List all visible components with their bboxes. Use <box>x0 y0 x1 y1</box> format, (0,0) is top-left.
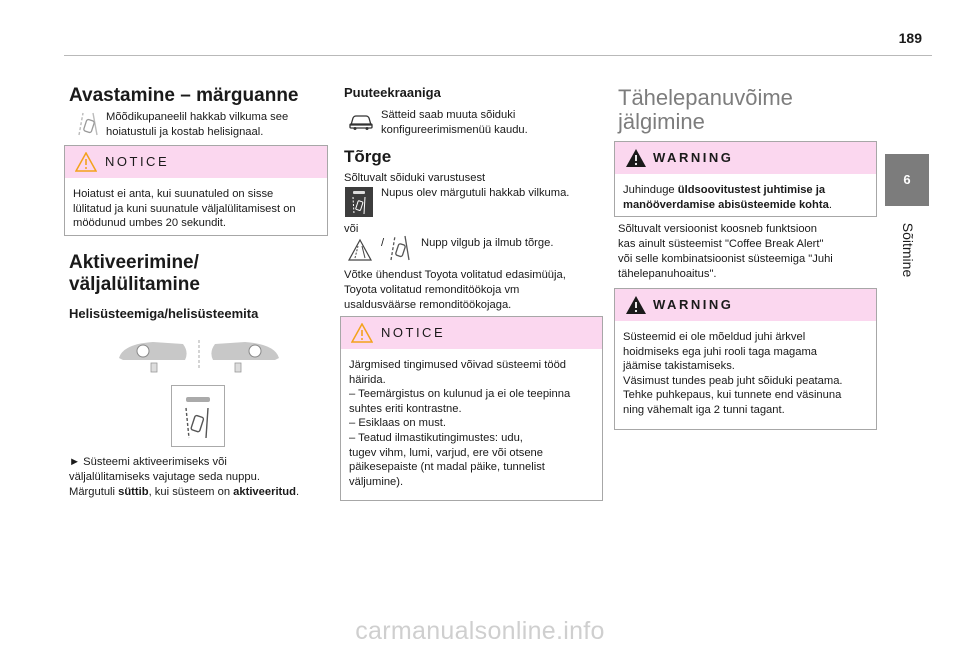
notice-label: NOTICE <box>105 154 170 169</box>
instruction-line-2: väljalülitamiseks vajutage seda nuppu. <box>69 471 260 483</box>
instruction-text: . <box>295 486 300 498</box>
notice-box-1 <box>64 145 328 236</box>
fault-line-3: Nupp vilgub ja ilmub tõrge. <box>421 237 554 249</box>
notice-header <box>65 146 327 178</box>
heading-attention-line-1: Tähelepanuvõime <box>618 85 793 110</box>
notice-line: päikesepaiste (nt madal päike, tunnelist <box>349 461 545 474</box>
notice-line: lülitatud ja kuni suunatule väljalülitamisest on <box>73 202 296 215</box>
notice-line: – Teemärgistus on kulunud ja ei ole teepinna <box>349 388 571 401</box>
warning-line <box>623 183 868 198</box>
warning-text: . <box>828 198 832 211</box>
contact-line-2: Toyota volitatud remonditöökoja vm <box>344 284 520 296</box>
warning-text: Juhinduge <box>623 184 678 196</box>
heading-attention-monitoring <box>618 86 793 134</box>
lane-assist-button-icon[interactable] <box>171 385 225 447</box>
heading-attention-line-2: jälgimine <box>618 109 705 134</box>
notice-line: möödunud umbes 20 sekundit. <box>73 217 226 230</box>
instruction-text: Märgutuli <box>69 486 119 498</box>
heading-fault: Tõrge <box>344 147 392 166</box>
lane-departure-indicator-icon <box>75 111 101 137</box>
instruction-bold: süttib <box>118 486 149 498</box>
warning-label: WARNING <box>653 150 734 165</box>
instruction-line-1: ► Süsteemi aktiveerimiseks või <box>69 456 227 468</box>
chapter-label-text: Sõitmine <box>900 222 916 278</box>
heading-activation-line-1: Aktiveerimine/ <box>69 252 199 273</box>
or-text: või <box>344 223 359 235</box>
lane-departure-warning-icon <box>347 237 373 263</box>
warning-triangle-icon <box>625 295 647 315</box>
header-rule <box>64 55 932 56</box>
caution-triangle-icon <box>351 323 373 343</box>
notice-line: – Esiklaas on must. <box>349 417 447 430</box>
vehicle-settings-icon <box>348 111 374 131</box>
warning-box-1 <box>614 141 877 217</box>
instruction-line-3 <box>69 485 299 500</box>
chapter-tab[interactable]: 6 <box>885 154 929 206</box>
instruction-text: , kui süsteem on <box>148 486 234 498</box>
notice-label: NOTICE <box>381 325 446 340</box>
body-line-4: tähelepanuhoaitus". <box>618 268 717 280</box>
notice-line: tugev vihm, lumi, varjud, ere või otsene <box>349 446 544 459</box>
notice-line: – Teatud ilmastikutingimustes: udu, <box>349 431 523 444</box>
notice-line: Järgmised tingimused võivad süsteemi tööd <box>349 359 567 371</box>
warning-line: hoidmiseks ega juhi rooli taga magama <box>623 345 818 358</box>
warning-line: jäämise takistamiseks. <box>623 360 735 373</box>
warning-box-2 <box>614 288 877 430</box>
watermark: carmanualsonline.info <box>355 617 605 645</box>
fault-line-2: Nupus olev märgutuli hakkab vilkuma. <box>381 187 570 199</box>
page-number: 189 <box>898 30 922 46</box>
heading-activation <box>69 252 200 296</box>
heading-activation-line-2: väljalülitamine <box>69 274 200 295</box>
touchscreen-line-2: konfigureerimismenüü kaudu. <box>381 124 528 136</box>
touchscreen-line-1: Sätteid saab muuta sõiduki <box>381 109 516 121</box>
warning-label: WARNING <box>653 297 734 312</box>
notice-line: Hoiatust ei anta, kui suunatuled on sisse <box>73 188 274 200</box>
subheading-touchscreen: Puuteekraaniga <box>344 85 441 100</box>
notice-header <box>341 317 602 349</box>
dashboard-button-location-illustration <box>113 336 285 376</box>
slash-separator: / <box>381 237 385 249</box>
body-line-1: Sõltuvalt versioonist koosneb funktsioon <box>618 223 818 235</box>
heading-detection-alert: Avastamine – märguanne <box>69 85 299 106</box>
warning-triangle-icon <box>625 148 647 168</box>
warning-bold-text: manööverdamise abisüsteemide kohta <box>623 198 829 211</box>
contact-line-1: Võtke ühendust Toyota volitatud edasimüüja, <box>344 269 566 281</box>
fault-line-1: Sõltuvalt sõiduki varustusest <box>344 172 486 184</box>
warning-line: ning vähemalt iga 2 tunni tagant. <box>623 403 785 416</box>
notice-line: häirida. <box>349 373 386 386</box>
lane-assist-icon <box>387 234 413 262</box>
warning-line: Tehke puhkepaus, kui tunnete end väsinuna <box>623 389 842 402</box>
warning-line: Süsteemid ei ole mõeldud juhi ärkvel <box>623 331 806 343</box>
intro-line-2: hoiatustuli ja kostab helisignaal. <box>106 126 264 138</box>
caution-triangle-icon <box>75 152 97 172</box>
notice-line: väljumine). <box>349 475 404 488</box>
warning-line <box>623 198 868 213</box>
body-line-3: või selle kombinatsioonist süsteemiga "Juhi <box>618 253 833 265</box>
warning-bold-text: üldsoovitustest juhtimise ja <box>677 184 826 196</box>
instruction-bold: aktiveeritud <box>233 486 296 498</box>
subheading-audio: Helisüsteemiga/helisüsteemita <box>69 306 259 321</box>
warning-header <box>615 289 876 321</box>
lane-assist-fault-indicator-icon <box>345 187 373 217</box>
notice-line: suhtes eriti kontrastne. <box>349 402 462 415</box>
warning-line: Väsimust tundes peab juht sõiduki peatama. <box>623 374 843 387</box>
intro-line-1: Mõõdikupaneelil hakkab vilkuma see <box>106 111 289 123</box>
warning-header <box>615 142 876 174</box>
chapter-label <box>888 212 928 292</box>
notice-box-2 <box>340 316 603 501</box>
contact-line-3: usaldusväärse remonditöökojaga. <box>344 299 512 311</box>
body-line-2: kas ainult süsteemist "Coffee Break Alert" <box>618 238 824 250</box>
